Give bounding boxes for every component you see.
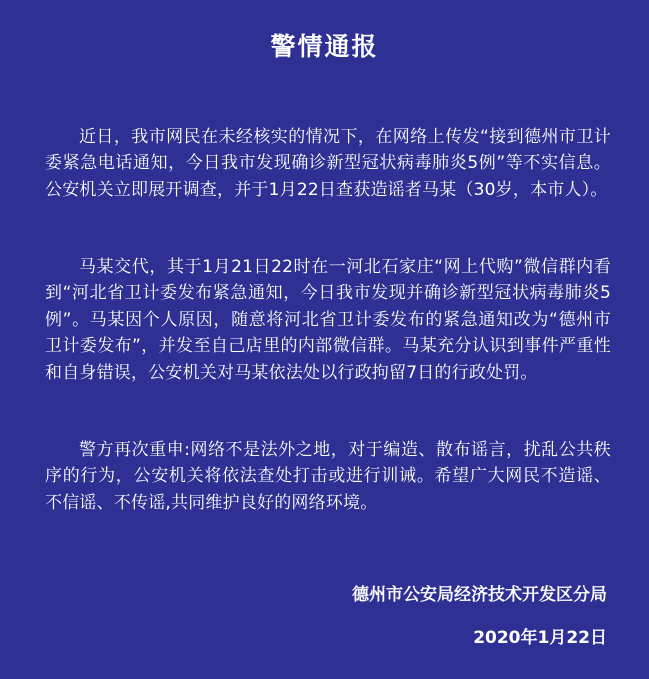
issuer-signature: 德州市公安局经济技术开发区分局 [352,585,607,605]
paragraph-incident: 近日，我市网民在未经核实的情况下，在网络上传发“接到德州市卫计委紧急电话通知，今日我市发现确诊新型冠状病毒肺炎5例”等不实信息。公安机关立即展开调查，并于1月22日查获造谣者马某（30岁，本市人）。 [45,127,611,200]
notice-title: 警情通报 [270,32,379,61]
paragraph-confession: 马某交代，其于1月21日22时在一河北石家庄“网上代购”微信群内看到“河北省卫计委发布紧急通知，今日我市发现并确诊新型冠状病毒肺炎5例”。马某因个人原因，随意将河北省卫计委发布的紧急通知改为“德州市卫计委发布”，并发至自己店里的内部微信群。马某充分认识到事件严重性和自身错误，公安机关对马某依法处以行政拘留7日的行政处罚。 [45,257,611,383]
paragraph-warning: 警方再次重申:网络不是法外之地，对于编造、散布谣言，扰乱公共秩序的行为，公安机关将依法查处打击或进行训诫。希望广大网民不造谣、不信谣、不传谣,共同维护良好的网络环境。 [45,440,611,513]
issue-date: 2020年1月22日 [473,628,607,648]
